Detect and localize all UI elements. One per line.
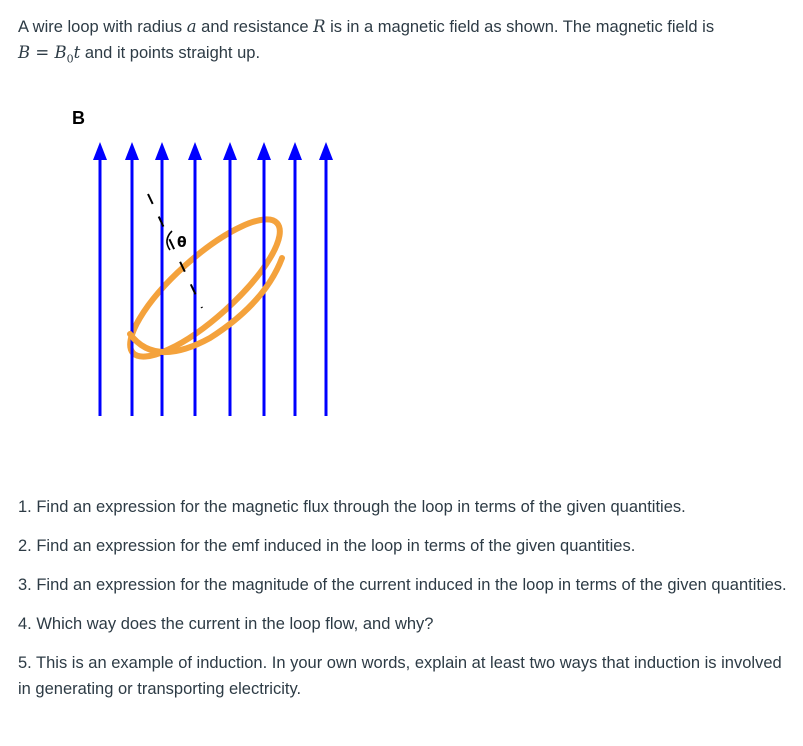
equation-B: B [54,43,67,62]
wire-loop [113,201,297,375]
loop-back-arc [113,201,297,375]
field-arrowhead [125,142,139,160]
problem-intro [18,14,788,72]
figure-svg [60,98,350,428]
equation-lhs: B [18,43,31,62]
field-arrowhead [257,142,271,160]
field-arrowhead [188,142,202,160]
field-arrowhead [319,142,333,160]
field-arrowhead [288,142,302,160]
question-1: 1. Find an expression for the magnetic flux through the loop in terms of the given quantities. [18,498,686,516]
question-2: 2. Find an expression for the emf induced in the loop in terms of the given quantities. [18,537,636,555]
equation-subscript: 0 [66,52,74,66]
angle-label-theta: θ [177,235,187,251]
question-3: 3. Find an expression for the magnitude of the current induced in the loop in terms of the given quantities. [18,576,787,594]
question-4: 4. Which way does the current in the loop flow, and why? [18,615,434,633]
field-arrowhead [93,142,107,160]
intro-text-3: is in a magnetic field as shown. The magnetic field is [325,18,715,36]
field-label-B: B [72,108,85,128]
variable-R: R [313,17,326,36]
equation-equals: = [30,43,55,62]
field-arrowhead [223,142,237,160]
field-arrowhead [155,142,169,160]
field-lines [93,142,333,416]
equation-t: t [73,43,81,62]
magnetic-field-figure [60,98,350,428]
intro-text-1: A wire loop with radius [18,18,187,36]
variable-a: a [186,17,197,36]
question-5: 5. This is an example of induction. In your own words, explain at least two ways that induction is involved in generating or transporting electricity. [18,654,782,698]
intro-text-4: and it points straight up. [80,44,261,62]
questions-list [18,494,788,715]
intro-text-2: and resistance [196,18,314,36]
